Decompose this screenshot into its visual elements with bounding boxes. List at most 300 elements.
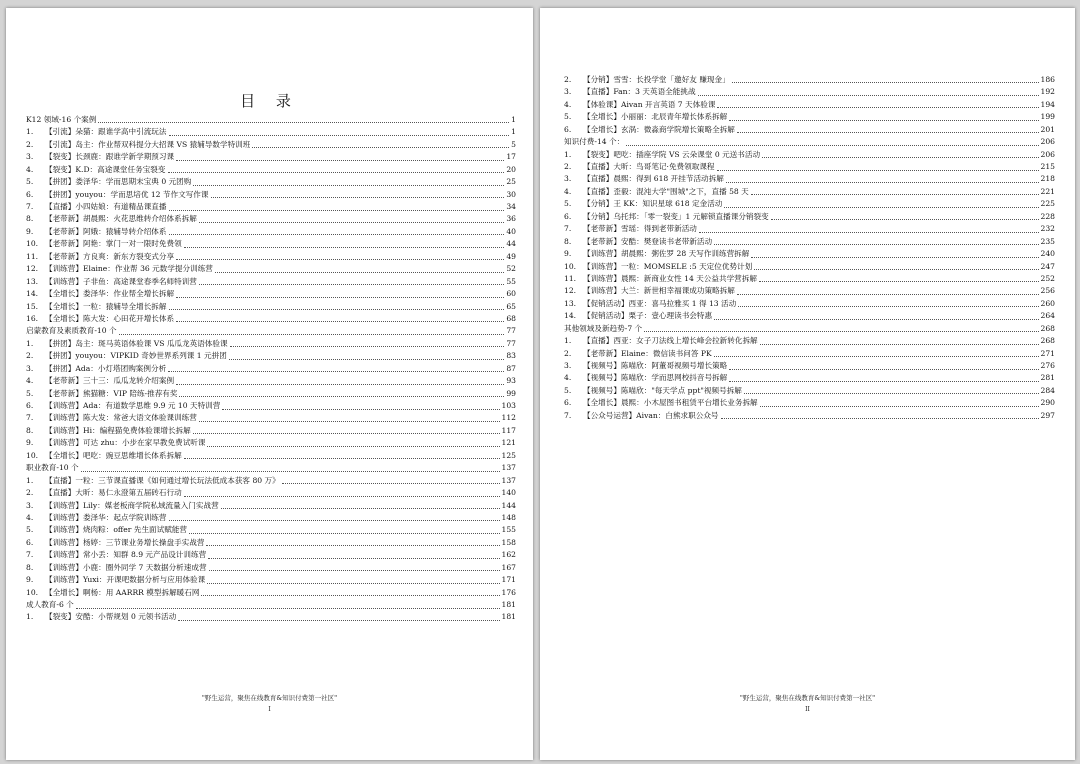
dot-leader	[169, 135, 510, 136]
toc-entry	[26, 537, 516, 549]
toc-entry-number: 1.	[564, 336, 572, 346]
toc-entry-number: 5.	[564, 112, 572, 122]
dot-leader	[119, 334, 505, 335]
document-page-2	[540, 8, 1075, 760]
toc-entry-page: 5	[511, 139, 516, 149]
toc-entry-page: 268	[1040, 336, 1055, 346]
toc-entry-number: 3.	[26, 363, 34, 373]
toc-entry-title: 【直播】一粒：三节课直播课《如何通过增长玩法低成本获客 80 万》	[45, 475, 280, 485]
toc-entry-page: 40	[506, 226, 516, 236]
toc-entry-number: 5.	[26, 388, 34, 398]
toc-section-heading	[26, 325, 516, 337]
toc-entry-page: 260	[1040, 298, 1055, 308]
toc-entry-page: 167	[501, 562, 516, 572]
dot-leader	[732, 82, 1039, 83]
toc-entry	[564, 74, 1055, 86]
toc-entry-page: 17	[506, 152, 516, 162]
toc-entry-number: 1.	[26, 338, 34, 348]
toc-entry-page: 25	[506, 177, 516, 187]
dot-leader	[714, 319, 1038, 320]
toc-entry-number: 8.	[26, 214, 34, 224]
toc-entry-title: 【训练营】Elaine：作业帮 36 元数学提分训练营	[45, 264, 213, 274]
toc-entry	[564, 248, 1055, 260]
toc-entry-page: 121	[501, 438, 516, 448]
toc-entry-title: 【老带新】安酷：樊登读书老带新活动	[583, 236, 713, 246]
toc-entry-number: 8.	[564, 236, 572, 246]
toc-entry-title: 【直播】Fan：3 天英语全能挑战	[583, 87, 696, 97]
toc-entry-title: 【裂变】安酷：小帮规划 0 元领书活动	[45, 612, 177, 622]
toc-section-heading	[26, 599, 516, 611]
toc-entry-title: 【直播】晨熙：得到 618 开挂节活动拆解	[583, 174, 724, 184]
toc-entry	[564, 360, 1055, 372]
toc-entry-number: 1.	[26, 127, 34, 137]
toc-entry-number: 15.	[26, 301, 39, 311]
toc-entry	[564, 310, 1055, 322]
dot-leader	[729, 120, 1038, 121]
toc-entry-page: 228	[1040, 211, 1055, 221]
dot-leader	[176, 384, 504, 385]
toc-entry-number: 2.	[26, 351, 34, 361]
toc-entry-number: 6.	[564, 398, 572, 408]
dot-leader	[729, 381, 1038, 382]
toc-entry	[26, 176, 516, 188]
toc-entry	[26, 512, 516, 524]
toc-entry-number: 3.	[564, 87, 572, 97]
toc-section-heading	[26, 114, 516, 126]
toc-entry-title: 【拼团】Ada：小灯塔团购案例分析	[45, 363, 167, 373]
toc-entry-number: 5.	[26, 177, 34, 187]
toc-entry	[26, 350, 516, 362]
dot-leader	[221, 508, 500, 509]
toc-entry-number: 10.	[26, 587, 39, 597]
toc-entry-page: 297	[1040, 410, 1055, 420]
toc-entry-title: 成人教育-6 个	[26, 600, 74, 610]
toc-entry	[564, 86, 1055, 98]
toc-entry-page: 137	[501, 463, 516, 473]
toc-entry-number: 10.	[26, 450, 39, 460]
toc-entry-page: 201	[1040, 124, 1055, 134]
toc-entry	[564, 223, 1055, 235]
toc-entry-number: 11.	[26, 251, 39, 261]
dot-leader	[729, 369, 1038, 370]
toc-entry-page: 206	[1040, 137, 1055, 147]
toc-entry	[26, 126, 516, 138]
toc-entry-title: 【裂变】K.D：高途课堂任务宝裂变	[45, 164, 166, 174]
dot-leader	[762, 157, 1038, 158]
toc-entry	[564, 186, 1055, 198]
dot-leader	[209, 570, 500, 571]
toc-entry-page: 1	[511, 114, 516, 124]
dot-leader	[169, 520, 500, 521]
toc-entry-number: 8.	[26, 425, 34, 435]
toc-entry-title: 【视频号】陈喵欣：阿董哥视频号增长策略	[583, 361, 728, 371]
toc-entry-title: 【老带新】Elaine：微信读书问答 PK	[583, 348, 712, 358]
toc-entry-title: 【视频号】陈喵欣："每天学点 ppt"视频号拆解	[583, 385, 742, 395]
toc-entry-number: 7.	[26, 202, 34, 212]
toc-entry-number: 14.	[26, 289, 39, 299]
toc-entry	[26, 139, 516, 151]
toc-entry	[564, 373, 1055, 385]
toc-entry-page: 162	[501, 550, 516, 560]
dot-leader	[176, 160, 504, 161]
dot-leader	[222, 409, 499, 410]
toc-entry-number: 2.	[564, 74, 572, 84]
toc-entry	[26, 338, 516, 350]
toc-entry	[564, 111, 1055, 123]
toc-entry-page: 171	[501, 575, 516, 585]
toc-entry-page: 240	[1040, 249, 1055, 259]
toc-entry-page: 252	[1040, 273, 1055, 283]
toc-entry-page: 83	[506, 351, 516, 361]
toc-entry-page: 137	[501, 475, 516, 485]
toc-entry-title: 【训练营】娄泽华：起点学院训练营	[45, 512, 167, 522]
toc-entry-page: 199	[1040, 112, 1055, 122]
toc-title: 目 录	[240, 92, 299, 110]
toc-entry-number: 2.	[26, 139, 34, 149]
toc-entry-title: 【促销活动】西亚：喜马拉雅买 1 得 13 活动	[583, 298, 737, 308]
toc-entry-number: 7.	[564, 410, 572, 420]
dot-leader	[199, 421, 500, 422]
toc-entry-page: 181	[501, 612, 516, 622]
toc-entry-title: 【老带新】阿娥：猿辅导转介绍体系	[45, 226, 167, 236]
dot-leader	[199, 284, 504, 285]
toc-entry-page: 34	[506, 202, 516, 212]
dot-leader	[759, 281, 1039, 282]
toc-entry-title: 【训练营】一粒：MOMSELE :5 天定位优势计划	[583, 261, 753, 271]
toc-entry-number: 6.	[564, 211, 572, 221]
page-number: II	[805, 706, 810, 713]
dot-leader	[714, 244, 1038, 245]
toc-entry-number: 3.	[26, 152, 34, 162]
toc-entry-title: 【训练营】子非鱼：高途课堂春季名师特训营	[45, 276, 197, 286]
dot-leader	[760, 406, 1039, 407]
toc-entry	[26, 388, 516, 400]
toc-entry-title: 【全增长】一粒：猿辅导全增长拆解	[45, 301, 167, 311]
toc-entry-title: 【训练营】陈大发：常爸大语文体验课训练营	[45, 413, 197, 423]
toc-list	[26, 114, 516, 624]
toc-entry-page: 103	[501, 401, 516, 411]
toc-entry-title: 【训练营】烧肉粽：offer 先生面试赋能营	[45, 525, 188, 535]
toc-entry-title: 知识付费-14 个：	[564, 137, 625, 147]
toc-entry-title: 【全增长】啊杨：用 AARRR 模型拆解暖石网	[45, 587, 200, 597]
dot-leader	[771, 219, 1039, 220]
toc-entry-page: 155	[501, 525, 516, 535]
dot-leader	[760, 344, 1039, 345]
toc-entry	[26, 226, 516, 238]
toc-entry-title: 【直播】大昕：鸟哥笔记·免费领取课程	[583, 162, 715, 172]
dot-leader	[626, 145, 1038, 146]
dot-leader	[169, 210, 505, 211]
toc-entry-number: 1.	[26, 475, 34, 485]
page-footer: "野生运营，聚焦在线教育&知识付费第一社区"	[201, 694, 338, 702]
dot-leader	[169, 234, 505, 235]
toc-entry-page: 140	[501, 488, 516, 498]
dot-leader	[714, 356, 1039, 357]
page-number: I	[268, 706, 271, 713]
dot-leader	[176, 321, 504, 322]
toc-entry-number: 10.	[26, 239, 39, 249]
toc-entry-title: 【训练营】Ada：有道数学思维 9.9 元 10 天特训营	[45, 401, 221, 411]
toc-entry-page: 206	[1040, 149, 1055, 159]
toc-entry	[564, 335, 1055, 347]
toc-entry	[26, 549, 516, 561]
dot-leader	[282, 483, 500, 484]
toc-entry-page: 20	[506, 164, 516, 174]
toc-entry	[26, 437, 516, 449]
toc-entry-page: 186	[1040, 74, 1055, 84]
toc-entry-title: 【拼团】岛主：斑马英语体验课 VS 瓜瓜龙英语体验课	[45, 338, 228, 348]
toc-entry	[26, 475, 516, 487]
toc-entry	[26, 400, 516, 412]
toc-entry	[26, 251, 516, 263]
toc-entry	[564, 211, 1055, 223]
dot-leader	[98, 122, 509, 123]
toc-entry	[26, 425, 516, 437]
toc-entry-number: 14.	[564, 311, 577, 321]
toc-entry-page: 148	[501, 512, 516, 522]
dot-leader	[208, 558, 499, 559]
toc-entry	[26, 524, 516, 536]
toc-entry-page: 290	[1040, 398, 1055, 408]
dot-leader	[206, 545, 499, 546]
toc-entry-page: 52	[506, 264, 516, 274]
toc-entry-title: 【训练营】Yuxi：开课吧数据分析与应用体验课	[45, 575, 206, 585]
toc-entry-title: 【直播】西亚：女子刀法线上增长峰会拉新转化拆解	[583, 336, 758, 346]
dot-leader	[184, 458, 500, 459]
toc-entry-title: 【全增长】吧吃：豌豆思维增长体系拆解	[45, 450, 182, 460]
toc-entry-number: 2.	[26, 488, 34, 498]
dot-leader	[751, 194, 1039, 195]
dot-leader	[717, 170, 1039, 171]
toc-entry-title: 【训练营】小鹿：圈外同学 7 天数据分析速成营	[45, 562, 207, 572]
toc-entry-title: 【拼团】youyou：VIPKID 奇妙世界系列课 1 元拼团	[45, 351, 227, 361]
toc-entry	[564, 285, 1055, 297]
dot-leader	[726, 182, 1039, 183]
toc-entry-page: 218	[1040, 174, 1055, 184]
toc-entry-page: 221	[1040, 186, 1055, 196]
toc-entry	[26, 612, 516, 624]
toc-entry-title: 【老带新】三十三：瓜瓜龙转介绍案例	[45, 376, 175, 386]
dot-leader	[698, 95, 1039, 96]
toc-entry-number: 4.	[564, 373, 572, 383]
toc-entry-title: 【全增长】陈大发：心田花开增长体系	[45, 313, 175, 323]
dot-leader	[179, 396, 504, 397]
dot-leader	[193, 433, 500, 434]
toc-entry-page: 144	[501, 500, 516, 510]
toc-entry-page: 215	[1040, 162, 1055, 172]
toc-entry-page: 276	[1040, 361, 1055, 371]
toc-entry	[564, 348, 1055, 360]
toc-entry-number: 11.	[564, 273, 577, 283]
dot-leader	[199, 222, 504, 223]
dot-leader	[189, 533, 499, 534]
toc-entry-title: 【直播】大昕：易仁永澄第五届砖石行动	[45, 488, 182, 498]
dot-leader	[717, 107, 1038, 108]
toc-entry-title: 【全增长】晨熙：小木屋图书租赁平台增长业务拆解	[583, 398, 758, 408]
toc-entry	[26, 301, 516, 313]
toc-entry	[564, 273, 1055, 285]
toc-list	[564, 74, 1055, 422]
toc-entry-number: 4.	[26, 164, 34, 174]
toc-entry-title: 【引流】朵猫：跟谁学高中引流玩法	[45, 127, 167, 137]
dot-leader	[737, 132, 1039, 133]
dot-leader	[168, 371, 504, 372]
dot-leader	[215, 272, 504, 273]
toc-entry-page: 192	[1040, 87, 1055, 97]
toc-entry-title: 【体验课】Aivan 开言英语 7 天体验课	[583, 99, 716, 109]
toc-entry-number: 1.	[564, 149, 572, 159]
toc-entry-number: 2.	[564, 162, 572, 172]
page-footer: "野生运营，聚焦在线教育&知识付费第一社区"	[739, 694, 876, 702]
toc-entry-number: 13.	[564, 298, 577, 308]
toc-entry-number: 4.	[564, 186, 572, 196]
toc-entry	[26, 288, 516, 300]
toc-entry-title: 【全增长】小丽丽：北辰青年增长体系拆解	[583, 112, 728, 122]
dot-leader	[738, 306, 1038, 307]
toc-entry-number: 1.	[26, 612, 34, 622]
toc-entry-number: 9.	[564, 249, 572, 259]
toc-entry-title: 【分销】王 KK：知识星球 618 定金活动	[583, 199, 723, 209]
toc-entry-page: 49	[506, 251, 516, 261]
toc-entry-title: 【引流】岛主：作业帮双科提分大招课 VS 猿辅导数学特训班	[45, 139, 251, 149]
toc-entry-title: 【全增长】玄涡：微淼商学院增长策略全拆解	[583, 124, 735, 134]
dot-leader	[169, 309, 505, 310]
dot-leader	[737, 294, 1039, 295]
toc-entry-number: 9.	[26, 226, 34, 236]
toc-entry-title: 【老带新】雪瑶：得到老带新活动	[583, 224, 697, 234]
toc-entry	[26, 214, 516, 226]
toc-entry-page: 117	[501, 425, 516, 435]
toc-entry-number: 7.	[26, 550, 34, 560]
toc-entry-number: 3.	[26, 500, 34, 510]
toc-entry-page: 232	[1040, 224, 1055, 234]
toc-entry-title: 【直播】歪毅：混沌大学"围城"之下，直播 58 天	[583, 186, 749, 196]
dot-leader	[751, 257, 1038, 258]
toc-section-heading	[564, 136, 1055, 148]
toc-entry-number: 4.	[26, 376, 34, 386]
toc-entry	[26, 276, 516, 288]
toc-entry	[26, 450, 516, 462]
toc-entry-page: 235	[1040, 236, 1055, 246]
toc-entry-page: 99	[506, 388, 516, 398]
dot-leader	[168, 172, 505, 173]
toc-entry-page: 268	[1040, 323, 1055, 333]
toc-entry-title: 职业教育-10 个	[26, 463, 79, 473]
toc-entry-page: 125	[501, 450, 516, 460]
toc-entry-title: 【直播】小四姑娘：有道精品课直播	[45, 202, 167, 212]
dot-leader	[201, 595, 499, 596]
dot-leader	[721, 418, 1039, 419]
toc-entry-title: 【训练营】Hi：编程猫免费体验课增长拆解	[45, 425, 191, 435]
toc-entry-title: 【公众号运营】Aivan：白熊求职公众号	[583, 410, 719, 420]
toc-entry-number: 4.	[564, 99, 572, 109]
toc-entry-title: 【老带新】熊猫糖：VIP 陪练-推荐有奖	[45, 388, 178, 398]
toc-entry-title: 【训练营】Lily：媒老板商学院私域流量入门实战营	[45, 500, 219, 510]
toc-entry-page: 194	[1040, 99, 1055, 109]
toc-entry-number: 7.	[26, 413, 34, 423]
toc-entry-page: 36	[506, 214, 516, 224]
toc-entry-title: 【训练营】常小丢：知群 8.9 元产品设计训练营	[45, 550, 207, 560]
toc-entry-number: 7.	[564, 224, 572, 234]
toc-entry-title: 【训练营】晨熙：新商业女性 14 天公益共学营拆解	[583, 273, 757, 283]
dot-leader	[76, 608, 500, 609]
toc-entry-page: 93	[506, 376, 516, 386]
toc-entry-number: 12.	[564, 286, 577, 296]
toc-entry	[564, 385, 1055, 397]
toc-entry	[564, 174, 1055, 186]
toc-entry-title: 【裂变】吧吃：插座学院 VS 云朵课堂 0 元送书活动	[583, 149, 761, 159]
toc-entry	[26, 375, 516, 387]
document-page-1	[6, 8, 533, 760]
toc-entry	[564, 198, 1055, 210]
dot-leader	[644, 331, 1038, 332]
dot-leader	[207, 583, 499, 584]
toc-entry	[564, 149, 1055, 161]
toc-entry-title: 【老带新】阿艳：掌门一对一限时免费领	[45, 239, 182, 249]
toc-entry-title: 【分销】雪雪：长投学堂「邀好友 赚现金」	[583, 74, 730, 84]
toc-entry-number: 12.	[26, 264, 39, 274]
toc-entry-page: 225	[1040, 199, 1055, 209]
toc-entry-number: 3.	[564, 174, 572, 184]
toc-entry-number: 10.	[564, 261, 577, 271]
toc-entry	[26, 263, 516, 275]
toc-entry	[564, 298, 1055, 310]
dot-leader	[724, 207, 1038, 208]
toc-entry-title: 【视频号】陈喵欣：学而思网校抖音号拆解	[583, 373, 728, 383]
dot-leader	[211, 197, 505, 198]
toc-entry-page: 181	[501, 600, 516, 610]
toc-entry-title: 【训练营】大兰：新世相幸福课成功策略拆解	[583, 286, 735, 296]
toc-entry	[26, 587, 516, 599]
toc-entry	[26, 238, 516, 250]
dot-leader	[207, 446, 499, 447]
toc-entry	[564, 99, 1055, 111]
toc-entry-page: 77	[506, 338, 516, 348]
toc-entry-number: 6.	[26, 189, 34, 199]
toc-entry-title: 【老带新】胡晨熙：火花思维转介绍体系拆解	[45, 214, 197, 224]
toc-entry-title: 【训练营】杨婷：三节课业务增长操盘手实战营	[45, 537, 205, 547]
toc-entry	[26, 413, 516, 425]
dot-leader	[184, 247, 505, 248]
toc-entry	[564, 236, 1055, 248]
dot-leader	[230, 346, 505, 347]
toc-entry-number: 4.	[26, 512, 34, 522]
toc-entry	[26, 500, 516, 512]
toc-entry-number: 6.	[26, 401, 34, 411]
toc-entry-page: 30	[506, 189, 516, 199]
toc-entry-number: 5.	[564, 385, 572, 395]
toc-entry-page: 112	[501, 413, 516, 423]
dot-leader	[744, 393, 1039, 394]
toc-entry-page: 65	[506, 301, 516, 311]
toc-entry	[564, 261, 1055, 273]
toc-entry-page: 247	[1040, 261, 1055, 271]
toc-entry-number: 8.	[26, 562, 34, 572]
toc-entry-page: 271	[1040, 348, 1055, 358]
toc-entry-number: 9.	[26, 575, 34, 585]
toc-entry-title: 【拼团】娄泽华：学而思期末宝典 0 元团购	[45, 177, 192, 187]
toc-entry-page: 77	[506, 326, 516, 336]
dot-leader	[184, 496, 500, 497]
toc-entry	[26, 164, 516, 176]
toc-entry-title: 其他领域及新趋势-7 个	[564, 323, 643, 333]
toc-entry-title: 【训练营】可达 zhu：小步在家早教免费试听课	[45, 438, 206, 448]
toc-entry-page: 176	[501, 587, 516, 597]
toc-entry-title: 【促销活动】栗子：壹心理读书会特惠	[583, 311, 713, 321]
toc-entry-title: 【老带新】方良爽：新东方裂变式分享	[45, 251, 175, 261]
toc-entry-title: K12 领域-16 个案例	[26, 114, 97, 124]
toc-section-heading	[26, 462, 516, 474]
